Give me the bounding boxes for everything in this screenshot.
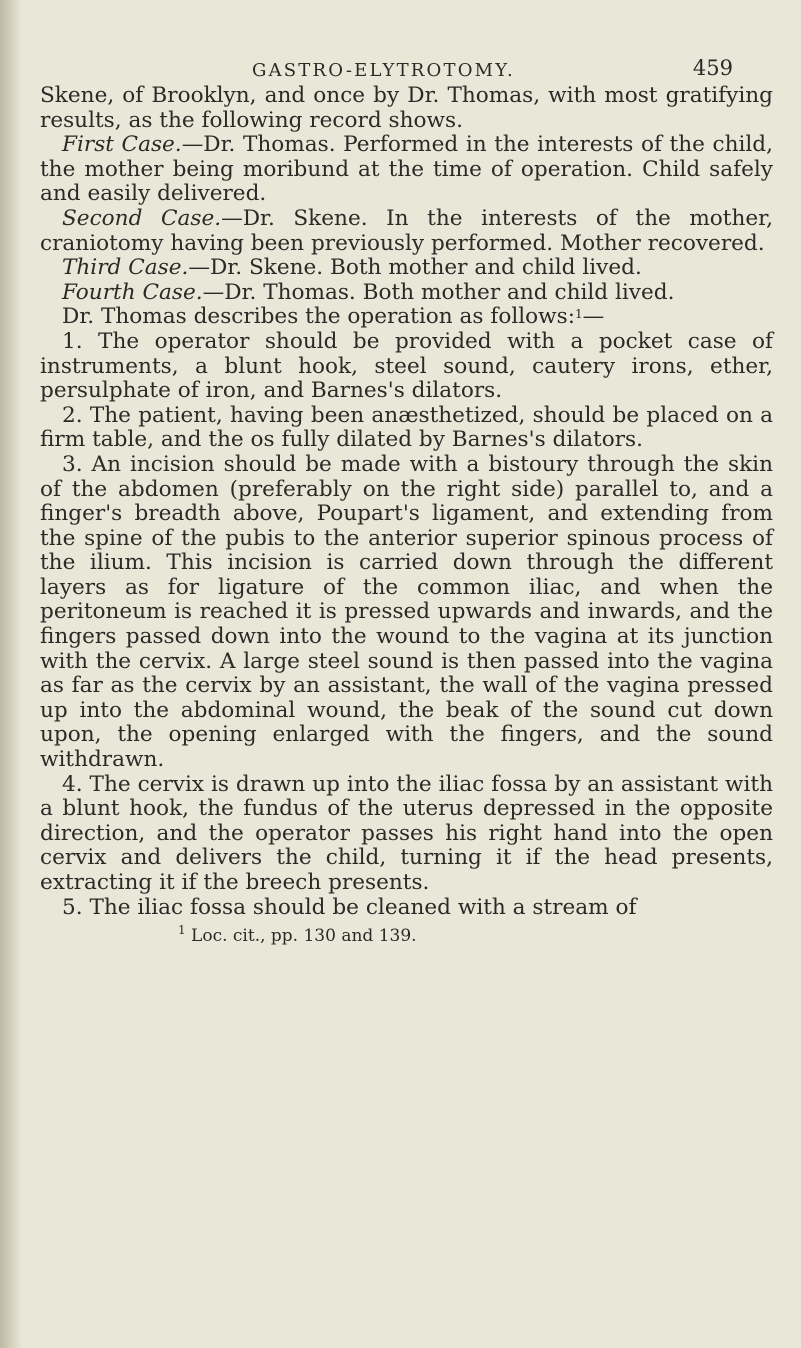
body-text	[40, 84, 773, 920]
paragraph-step-4: 4. The cervix is drawn up into the iliac fossa by an assistant with a blunt hook, the fundus of the uterus depressed in the opposite direction, and the operator passes his right hand into the open cervix and delivers the child, turning it if the head presents, extracting it if the breech presents.	[40, 771, 773, 895]
paragraph-step-3: 3. An incision should be made with a bistoury through the skin of the abdomen (preferably on the right side) parallel to, and a finger's breadth above, Poupart's ligament, and extending from the spine of the pubis to the anterior superior spinous process of the ilium. This incision is carried down through the different layers as for ligature of the common iliac, and when the peritoneum is reached it is pressed upwards and inwards, and the fingers passed down into the wound to the vagina at its junction with the cervix. A large steel sound is then passed into the vagina as far as the cervix by an assistant, the wall of the vagina pressed up into the abdominal wound, the beak of the sound cut down upon, the opening enlarged with the fingers, and the sound withdrawn.	[40, 451, 773, 773]
paragraph-fourth-case: Fourth Case.—Dr. Thomas. Both mother and child lived.	[62, 279, 675, 305]
case-label: First Case.	[62, 132, 182, 158]
paragraph-step-1: 1. The operator should be provided with a pocket case of instruments, a blunt hook, steel sound, cautery irons, ether, persulphate of iron, and Barnes's dilators.	[40, 328, 773, 404]
page-spine-shadow	[0, 0, 22, 1348]
paragraph-step-2: 2. The patient, having been anæsthetized, should be placed on a firm table, and the os fully dilated by Barnes's dilators.	[40, 402, 773, 453]
case-label: Third Case.	[62, 255, 189, 281]
paragraph-third-case: Third Case.—Dr. Skene. Both mother and child lived.	[62, 255, 642, 281]
paragraph-step-5: 5. The iliac fossa should be cleaned with a stream of	[62, 894, 637, 920]
paragraph-second-case: Second Case.—Dr. Skene. In the interests of the mother, craniotomy having been previously performed. Mother recovered.	[40, 205, 773, 256]
running-title: GASTRO-ELYTROTOMY.	[252, 60, 515, 81]
paragraph-first-case: First Case.—Dr. Thomas. Performed in the interests of the child, the mother being moribund at the time of operation. Child safely and easily delivered.	[40, 132, 773, 207]
footnote-text: Loc. cit., pp. 130 and 139.	[191, 926, 417, 947]
case-label: Fourth Case.	[62, 279, 203, 305]
footnote-reference: 1	[575, 307, 583, 322]
footnote	[40, 923, 773, 947]
running-head	[40, 52, 773, 90]
paragraph-intro: Skene, of Brooklyn, and once by Dr. Thomas, with most gratifying results, as the following record shows.	[40, 83, 773, 133]
footnote-marker: 1	[178, 923, 186, 938]
book-page	[40, 52, 773, 946]
case-label: Second Case.	[62, 205, 222, 231]
paragraph-describes: Dr. Thomas describes the operation as follows:$^1$—	[62, 304, 605, 330]
page-number: 459	[692, 56, 733, 80]
